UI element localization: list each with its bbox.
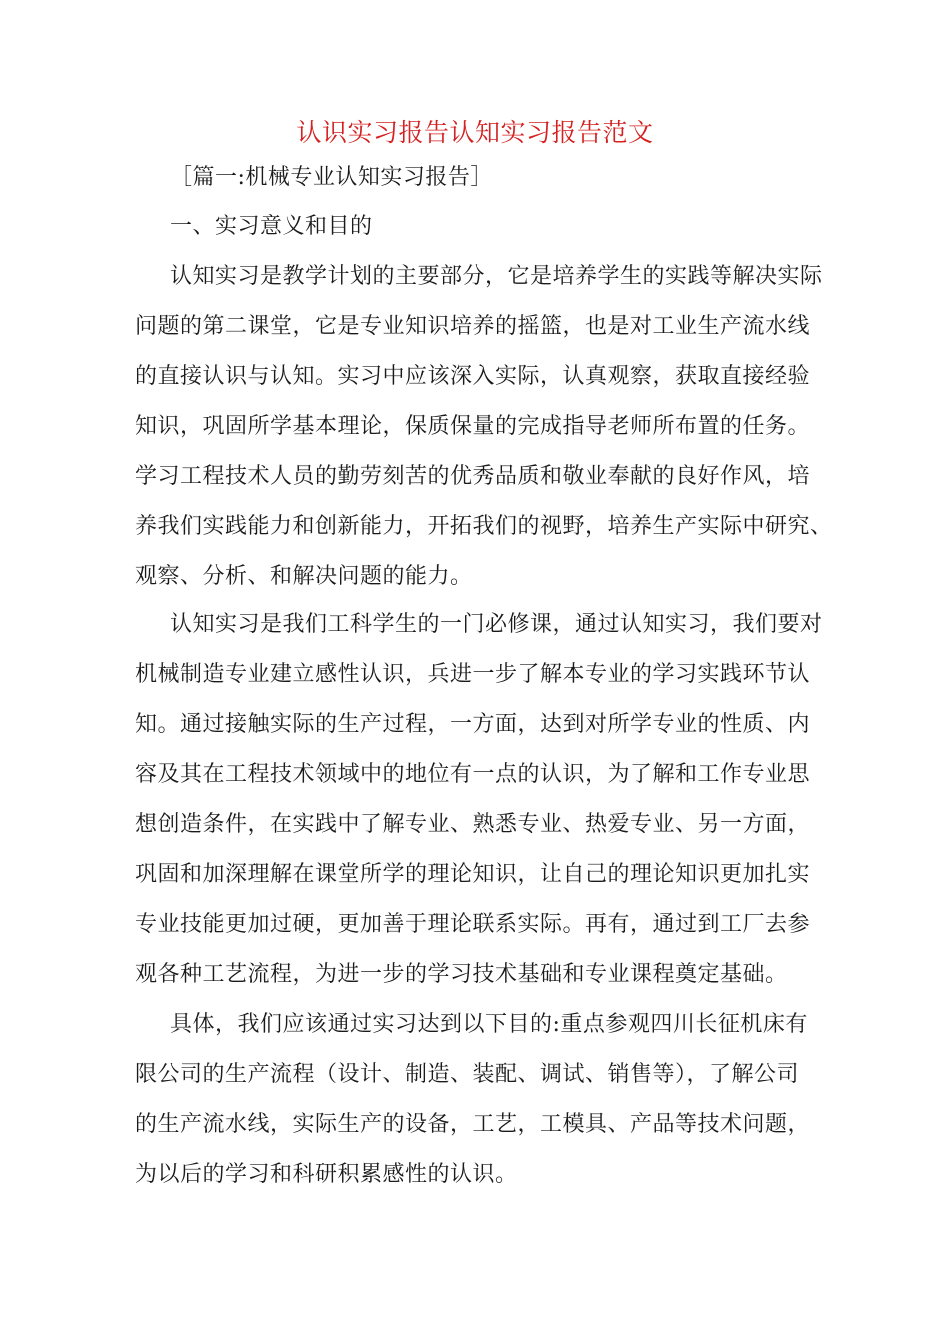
paragraph-3-line: 为以后的学习和科研积累感性的认识。 xyxy=(135,1162,518,1187)
paragraph-1-line: 学习工程技术人员的勤劳刻苦的优秀品质和敬业奉献的良好作风，培 xyxy=(135,464,811,489)
paragraph-2-line: 专业技能更加过硬，更加善于理论联系实际。再有，通过到工厂去参 xyxy=(135,912,811,937)
document-title: 认识实习报告认知实习报告范文 xyxy=(296,118,654,147)
paragraph-3-line: 具体，我们应该通过实习达到以下目的:重点参观四川长征机床有 xyxy=(170,1012,808,1037)
section-heading: 一、实习意义和目的 xyxy=(170,214,373,239)
paragraph-3-line: 限公司的生产流程（设计、制造、装配、调试、销售等），了解公司 xyxy=(135,1062,800,1087)
paragraph-1-line: 认知实习是教学计划的主要部分，它是培养学生的实践等解决实际 xyxy=(170,264,823,289)
paragraph-3-line: 的生产流水线，实际生产的设备，工艺，工模具、产品等技术问题， xyxy=(135,1112,811,1137)
paragraph-1-line: 问题的第二课堂，它是专业知识培养的摇篮，也是对工业生产流水线 xyxy=(135,314,811,339)
paragraph-1-line: 知识，巩固所学基本理论，保质保量的完成指导老师所布置的任务。 xyxy=(135,414,811,439)
paragraph-1-line: 养我们实践能力和创新能力，开拓我们的视野，培养生产实际中研究、 xyxy=(135,514,833,539)
paragraph-2-line: 观各种工艺流程，为进一步的学习技术基础和专业课程奠定基础。 xyxy=(135,962,788,987)
paragraph-2-line: 知。通过接触实际的生产过程，一方面，达到对所学专业的性质、内 xyxy=(135,712,811,737)
subheading: ［篇一:机械专业认知实习报告］ xyxy=(170,165,493,190)
paragraph-1-line: 的直接认识与认知。实习中应该深入实际，认真观察，获取直接经验 xyxy=(135,364,811,389)
paragraph-2-line: 容及其在工程技术领域中的地位有一点的认识，为了解和工作专业思 xyxy=(135,762,811,787)
paragraph-1-line: 观察、分析、和解决问题的能力。 xyxy=(135,564,473,589)
paragraph-2-line: 认知实习是我们工科学生的一门必修课，通过认知实习，我们要对 xyxy=(170,612,823,637)
paragraph-2-line: 机械制造专业建立感性认识，兵进一步了解本专业的学习实践环节认 xyxy=(135,662,811,687)
paragraph-2-line: 想创造条件，在实践中了解专业、熟悉专业、热爱专业、另一方面， xyxy=(135,812,811,837)
paragraph-2-line: 巩固和加深理解在课堂所学的理论知识，让自己的理论知识更加扎实 xyxy=(135,862,811,887)
